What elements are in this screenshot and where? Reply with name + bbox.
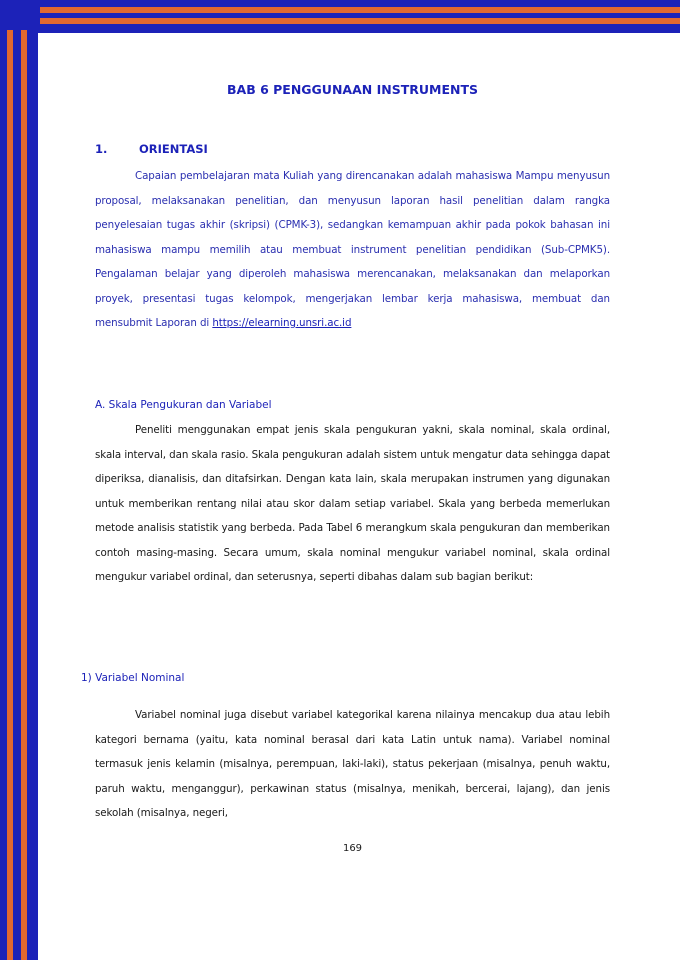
nominal-paragraph: Variabel nominal juga disebut variabel kategorikal karena nilainya mencakup dua atau lebih kategori bernama (yaitu, kata nominal berasal dari kata Latin untuk nama). Variabel nominal termasuk jenis kelamin (misalnya, perempuan, laki-laki), status pekerjaan (misalnya, penuh waktu, paruh waktu, menganggur), perkawinan status (misalnya, menikah, bercerai, lajang), dan jenis sekolah (misalnya, negeri, bbox=[95, 709, 610, 819]
section-a-paragraph: Peneliti menggunakan empat jenis skala pengukuran yakni, skala nominal, skala ordinal, skala interval, dan skala rasio. Skala pengukuran adalah sistem untuk mengatur data sehingga dapat diperiksa, dianalisis, dan ditafsirkan. Dengan kata lain, skala merupakan instrumen yang digunakan untuk memberikan rentang nilai atau skor dalam setiap variabel. Skala yang berbeda memerlukan metode analisis statistik yang berbeda. Pada Tabel 6 merangkum skala pengukuran dan memberikan contoh masing-masing. Secara umum, skala nominal mengukur variabel nominal, skala ordinal mengukur variabel ordinal, dan seterusnya, seperti dibahas dalam sub bagian berikut: bbox=[95, 424, 610, 583]
left-blue-band bbox=[0, 0, 38, 960]
left-orange-stripe-2 bbox=[21, 30, 27, 960]
orientasi-paragraph bbox=[95, 164, 610, 336]
section-title-orientasi: ORIENTASI bbox=[139, 142, 208, 156]
section-a-heading: A. Skala Pengukuran dan Variabel bbox=[95, 399, 272, 411]
section-number: 1. bbox=[95, 142, 108, 156]
page-number: 169 bbox=[342, 843, 363, 854]
left-orange-stripe-1 bbox=[7, 30, 13, 960]
chapter-title: BAB 6 PENGGUNAAN INSTRUMENTS bbox=[227, 82, 478, 97]
orientasi-text: Capaian pembelajaran mata Kuliah yang direncanakan adalah mahasiswa Mampu menyusun proposal, melaksanakan penelitian, dan menyusun laporan hasil penelitian dalam rangka penyelesaian tugas akhir (skripsi) (CPMK-3), sedangkan kemampuan akhir pada pokok bahasan ini mahasiswa mampu memilih atau membuat instrument penelitian pendidikan (Sub-CPMK5). Pengalaman belajar yang diperoleh mahasiswa merencanakan, melaksanakan dan melaporkan proyek, presentasi tugas kelompok, mengerjakan lembar kerja mahasiswa, membuat dan mensubmit Laporan di bbox=[95, 170, 610, 329]
document-page bbox=[81, 0, 610, 960]
subsection-nominal-heading: 1) Variabel Nominal bbox=[81, 672, 185, 684]
elearning-link[interactable]: https://elearning.unsri.ac.id bbox=[212, 317, 352, 329]
